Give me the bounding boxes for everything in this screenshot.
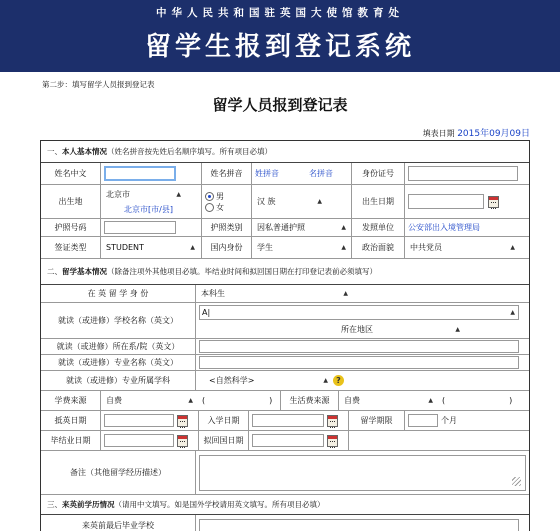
tuition-detail-paren-close: ) [269, 396, 273, 405]
section-basic-info [41, 141, 529, 163]
passport-type-select[interactable] [255, 220, 349, 235]
dropdown-arrow-icon: ▲ [317, 198, 322, 205]
visa-type-select[interactable] [104, 240, 198, 255]
last-school-label: 来英前最后毕业学校 [41, 515, 196, 531]
radio-icon [205, 192, 214, 201]
tuition-source-select[interactable] [104, 393, 196, 408]
ethnicity-select[interactable] [255, 194, 325, 209]
graduation-date-input[interactable] [104, 434, 174, 447]
passport-no-label: 护照号码 [41, 219, 101, 236]
calendar-icon[interactable] [327, 415, 338, 427]
issuer-label: 发照单位 [352, 219, 405, 236]
study-level-cell [196, 285, 529, 302]
living-source-cell [339, 391, 529, 410]
resize-handle-icon[interactable] [512, 477, 521, 486]
remarks-label: 备注（其他留学经历描述） [41, 451, 196, 494]
visa-row [41, 237, 529, 259]
birth-date-label: 出生日期 [352, 185, 405, 218]
birth-province-value: 北京市 [106, 189, 130, 199]
passport-type-value: 因私普通护照 [257, 223, 305, 232]
name-row [41, 163, 529, 185]
id-no-label: 身份证号 [352, 163, 405, 184]
section-title: 来英前学历情况 [62, 500, 115, 509]
birthplace-label: 出生地 [41, 185, 101, 218]
living-source-value: 自费 [344, 396, 360, 405]
section-num: 三、 [47, 500, 62, 509]
birth-date-cell [405, 185, 529, 218]
dropdown-arrow-icon: ▲ [188, 397, 193, 404]
enroll-date-label: 入学日期 [199, 411, 249, 430]
political-status-label: 政治面貌 [352, 237, 405, 258]
location-group [341, 322, 463, 337]
sex-female-option[interactable] [205, 202, 224, 213]
major-input[interactable] [199, 356, 519, 369]
living-detail-input[interactable] [445, 394, 509, 407]
name-pinyin-cell [252, 163, 352, 184]
political-status-value: 中共党员 [410, 243, 442, 252]
birth-row [41, 185, 529, 219]
help-icon[interactable]: ? [333, 375, 344, 386]
arrival-date-input[interactable] [104, 414, 174, 427]
dropdown-arrow-icon: ▲ [428, 397, 433, 404]
last-school-cell [196, 515, 529, 531]
dropdown-arrow-icon: ▲ [341, 224, 346, 231]
domestic-status-label: 国内身份 [202, 237, 252, 258]
study-length-label: 留学期限 [349, 411, 405, 430]
dropdown-arrow-icon: ▲ [455, 325, 460, 333]
registration-form [40, 140, 530, 531]
dropdown-arrow-icon: ▲ [176, 190, 181, 198]
visa-type-label: 签证类型 [41, 237, 101, 258]
section-note: （请用中文填写。如是国外学校请用英文填写。所有项目必填） [114, 500, 325, 509]
birth-city-value: 北京市[市/县] [124, 204, 173, 214]
location-select[interactable] [379, 322, 463, 337]
school-name-select[interactable] [199, 305, 519, 320]
study-length-input[interactable] [408, 414, 438, 427]
graduation-date-cell [101, 431, 199, 450]
section-note: （除备注项外其他项目必填。毕结业时间和拟回国日期在打印登记表前必须填写） [107, 267, 377, 276]
section-note: （姓名拼音按先姓后名顺序填写。所有项目必填） [107, 147, 272, 156]
domestic-status-cell [252, 237, 352, 258]
name-pinyin-label: 姓名拼音 [202, 163, 252, 184]
name-cn-label: 姓名中文 [41, 163, 101, 184]
return-date-cell [249, 431, 349, 450]
domestic-status-value: 学生 [257, 243, 273, 252]
domestic-status-select[interactable] [255, 240, 349, 255]
tuition-source-value: 自费 [106, 396, 122, 405]
study-level-row [41, 285, 529, 303]
major-row [41, 355, 529, 371]
tuition-detail-paren: ( [202, 396, 206, 405]
tuition-detail-input[interactable] [205, 394, 269, 407]
remarks-row [41, 451, 529, 495]
subject-value: <自然科学> [209, 376, 255, 385]
living-source-label: 生活费来源 [281, 391, 339, 410]
school-name-cell [196, 303, 529, 338]
ethnicity-value: 汉 族 [257, 197, 276, 206]
calendar-icon[interactable] [488, 196, 499, 208]
passport-no-input[interactable] [104, 221, 176, 234]
sex-female-label: 女 [216, 202, 224, 212]
dropdown-arrow-icon: ▲ [190, 244, 195, 251]
graduation-date-label: 毕结业日期 [41, 431, 101, 450]
calendar-icon[interactable] [177, 435, 188, 447]
passport-row [41, 219, 529, 237]
id-no-input[interactable] [408, 166, 518, 181]
dropdown-arrow-icon: ▲ [343, 290, 348, 297]
dropdown-arrow-icon: ▲ [510, 244, 515, 251]
school-row [41, 303, 529, 339]
major-cell [196, 355, 529, 370]
department-input[interactable] [199, 340, 519, 353]
birth-province-select[interactable] [104, 187, 184, 202]
dropdown-arrow-icon: ▲ [323, 377, 328, 384]
dropdown-arrow-icon: ▲ [510, 308, 515, 316]
return-date-input[interactable] [252, 434, 324, 447]
department-label: 就读（或进修）所在系/院（英文） [41, 339, 196, 354]
school-name-value: A| [202, 307, 211, 317]
major-label: 就读（或进修）专业名称（英文） [41, 355, 196, 370]
dates-row-2 [41, 431, 529, 451]
section-title: 本人基本情况 [62, 147, 107, 156]
organization-name: 中华人民共和国驻英国大使馆教育处 [156, 7, 404, 19]
step-indicator: 第二步：填写留学人员报到登记表 [42, 80, 155, 89]
study-level-select[interactable] [199, 286, 351, 301]
subject-select[interactable] [199, 373, 331, 388]
section-education [41, 495, 529, 515]
calendar-icon[interactable] [177, 415, 188, 427]
living-detail-paren: ( [442, 396, 446, 405]
last-school-input[interactable] [199, 519, 519, 531]
fill-date-value: 2015年09月09日 [457, 129, 530, 139]
arrival-date-label: 抵英日期 [41, 411, 101, 430]
birthplace-cell [101, 185, 202, 218]
department-cell [196, 339, 529, 354]
passport-type-cell [252, 219, 352, 236]
dates-row-1 [41, 411, 529, 431]
given-pinyin-input[interactable]: 名拼音 [309, 169, 333, 178]
sex-male-option[interactable] [205, 191, 224, 202]
birth-city-select[interactable] [104, 202, 196, 217]
fill-date-label: 填表日期 [422, 129, 455, 138]
study-length-cell [405, 411, 529, 430]
living-source-select[interactable] [342, 393, 436, 408]
subject-label: 就读（或进修）专业所属学科 [41, 371, 196, 390]
tuition-source-cell [101, 391, 281, 410]
political-status-cell [405, 237, 529, 258]
subject-row [41, 371, 529, 391]
return-date-label: 拟回国日期 [199, 431, 249, 450]
visa-type-cell [101, 237, 202, 258]
header-banner [0, 0, 560, 72]
location-label: 所在地区 [341, 324, 373, 334]
section-study-info [41, 259, 529, 285]
calendar-icon[interactable] [327, 435, 338, 447]
arrival-date-cell [101, 411, 199, 430]
issuer-value[interactable]: 公安部出入境管理局 [408, 223, 480, 232]
fill-date [423, 126, 530, 139]
remarks-cell [196, 451, 529, 494]
passport-type-label: 护照类别 [202, 219, 252, 236]
section-num: 二、 [47, 267, 62, 276]
political-status-select[interactable] [408, 240, 518, 255]
section-title: 留学基本情况 [62, 267, 107, 276]
study-length-unit: 个月 [441, 416, 457, 425]
section-num: 一、 [47, 147, 62, 156]
study-level-value: 本科生 [201, 289, 225, 298]
form-title: 留学人员报到登记表 [212, 96, 348, 114]
radio-icon [205, 203, 214, 212]
ethnicity-cell [252, 185, 352, 218]
name-cn-input[interactable] [104, 166, 176, 181]
tuition-source-label: 学费来源 [41, 391, 101, 410]
school-name-label: 就读（或进修）学校名称（英文） [41, 303, 196, 338]
name-cn-cell [101, 163, 202, 184]
birth-date-input[interactable] [408, 194, 484, 209]
remarks-textarea[interactable] [199, 455, 526, 491]
department-row [41, 339, 529, 355]
enroll-date-cell [249, 411, 349, 430]
enroll-date-input[interactable] [252, 414, 324, 427]
id-no-cell [405, 163, 529, 184]
surname-pinyin-input[interactable]: 姓拼音 [255, 169, 279, 178]
system-title: 留学生报到登记系统 [144, 32, 415, 62]
sex-cell [202, 185, 252, 218]
funding-row [41, 391, 529, 411]
passport-no-cell [101, 219, 202, 236]
dropdown-arrow-icon: ▲ [341, 244, 346, 251]
visa-type-value: STUDENT [106, 243, 144, 252]
last-school-row [41, 515, 529, 531]
issuer-cell [405, 219, 529, 236]
study-level-label: 在 英 留 学 身 份 [41, 285, 196, 302]
sex-male-label: 男 [216, 191, 224, 201]
living-detail-paren-close: ) [509, 396, 513, 405]
dates-row-2-empty [349, 431, 529, 450]
subject-cell [196, 371, 529, 390]
